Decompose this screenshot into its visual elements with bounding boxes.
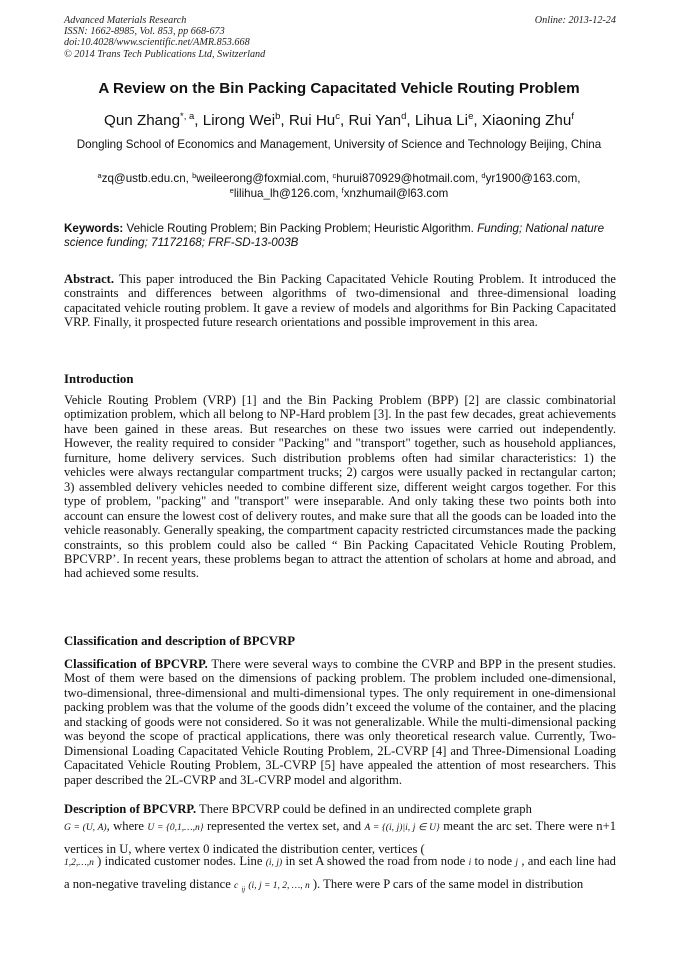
classification-text: There were several ways to combine the CVRP and BPP in the present studies. Most of them were based on the dimensions of packing problem. The problem included one-dimensional, two-dimensional, three-dimensional and multi-dimensional types. The only requirement in one-dimensional packing problem was that the volume of the goods didn’t exceed the volume of the container, and the placing and stacking of goods were not considered. So it was not generalizable. While the multi-dimensional packing was beyond the scope of practical applications, there was only theoretical research value. Currently, Two-Dimensional Loading Capacitated Vehicle Routing Problem, 2L-CVRP [4] and Three-Dimensional Loading Capacitated Vehicle Routing Problem, 3L-CVRP [5] have appealed the attention of most researchers. This paper described the 2L-CVRP and 3L-CVRP model and algorithm. — [64, 657, 617, 787]
email-address[interactable]: hurui870929@hotmail.com — [336, 172, 475, 185]
math-node-j: j — [515, 858, 519, 868]
email-address[interactable]: xnzhumail@l63.com — [343, 186, 449, 200]
math-distance-sub: ij — [241, 885, 246, 894]
author-mark: c — [335, 111, 341, 122]
math-arc-set: A = {(i, j)|i, j ∈ U} — [364, 823, 440, 834]
author-list: Qun Zhang$^{*, a}$, Lirong Wei$^b$, Rui Hu$^c$, Rui Yan$^d$, Lihua Li$^e$, Xiaoning Zhu$^f$ — [104, 111, 574, 129]
math-graph: G = (U, A) — [64, 823, 107, 834]
paper-title: A Review on the Bin Packing Capacitated Vehicle Routing Problem — [98, 80, 580, 97]
email-mark: e — [229, 185, 234, 195]
math-vertex-set: U = {0,1,…,n} — [147, 823, 204, 834]
author-mark: d — [401, 111, 407, 122]
author-name: Rui Hu — [288, 112, 336, 129]
doi-line: doi:10.4028/www.scientific.net/AMR.853.668 — [64, 37, 250, 49]
online-date: Online: 2013-12-24 — [534, 15, 616, 26]
classification-label: Classification of BPCVRP. — [64, 657, 208, 671]
math-distance: c — [233, 881, 239, 891]
author-name: Lirong Wei — [202, 112, 276, 129]
math-node-i: i — [468, 858, 472, 868]
email-mark: d — [481, 171, 486, 180]
section-heading-classification: Classification and description of BPCVRP — [64, 634, 296, 648]
description-text: meant the arc set. There were n+1 vertices in U, where vertex 0 indicated the distribution center, vertices ( — [64, 819, 616, 857]
abstract-label: Abstract. — [64, 272, 115, 286]
author-name: Qun Zhang — [104, 112, 181, 129]
issn-line: ISSN: 1662-8985, Vol. 853, pp 668-673 — [64, 26, 225, 38]
affiliation: Dongling School of Economics and Management, University of Science and Technology Beijing, China — [76, 138, 602, 151]
math-line: (i, j) — [265, 858, 283, 868]
author-mark: b — [275, 111, 281, 122]
description-text: represented the vertex set, and — [206, 819, 362, 834]
abstract-text: This paper introduced the Bin Packing Capacitated Vehicle Routing Problem. It introduced the constraints and differences between algorithms of two-dimensional and three-dimensional loading capacitated vehicle routing problem. It gave a review of models and algorithms for Bin Packing Capacitated VRP. Finally, it prospected future research orientations and possible improvement in this area. — [64, 272, 617, 330]
description-text: , where — [106, 819, 144, 834]
classification-paragraph — [64, 657, 616, 787]
description-text: ). There were P cars of the same model in distribution — [312, 877, 584, 891]
journal-meta — [64, 15, 616, 60]
keywords-text: Vehicle Routing Problem; Bin Packing Problem; Heuristic Algorithm. — [126, 222, 474, 235]
author-name: Xiaoning Zhu — [481, 112, 572, 129]
email-mark: a — [97, 171, 102, 180]
copyright-line: © 2014 Trans Tech Publications Ltd, Switzerland — [64, 48, 266, 60]
section-heading-introduction: Introduction — [64, 372, 134, 386]
email-mark: c — [332, 171, 337, 180]
author-name: Rui Yan — [348, 112, 402, 129]
description-label: Description of BPCVRP. — [64, 802, 197, 816]
email-address[interactable]: zq@ustb.edu.cn — [101, 172, 186, 185]
email-mark: f — [341, 185, 344, 195]
abstract-paragraph — [64, 272, 616, 330]
keywords-section — [64, 222, 616, 251]
author-name: Lihua Li — [414, 112, 469, 129]
funding-text: Funding; National nature science funding; 71172168; FRF-SD-13-003B — [64, 222, 605, 250]
author-mark: e — [468, 111, 474, 122]
author-mark: *, a — [180, 111, 195, 122]
email-mark: b — [192, 171, 197, 180]
keywords-label: Keywords: — [64, 222, 124, 235]
email-address[interactable]: lilihua_lh@126.com — [233, 186, 336, 200]
email-list: $^a$zq@ustb.edu.cn, $^b$weileerong@foxmial.com, $^c$hurui870929@hotmail.com, $^d$yr1900@163.com, $^e$lilihua_lh@126.com, $^f$xnzhumail@l63.com — [97, 171, 581, 200]
description-text: in set A showed the road from node — [285, 854, 466, 868]
description-text: There BPCVRP could be defined in an undirected complete graph — [199, 802, 532, 816]
introduction-paragraph: Vehicle Routing Problem (VRP) [1] and the Bin Packing Problem (BPP) [2] are classic combinatorial optimization problem, which all belong to NP-Hard problem [3]. In the past few decades, great achievements have been gained in these areas. But researches on these two issues were carried out independently. However, the reality required to consider "Packing" and "transport" together, such as household appliances, furniture, home delivery services. Such distribution problems often had similar characteristics: 1) the vehicles were always rectangular compartment trucks; 2) cargos were usually packed in rectangular carton; 3) assembled delivery vehicles needed to combine different size, different weight cargos together. For this type of problem, "packing" and "transport" were inseparable. And only taking these two points both into account can ensure the lowest cost of delivery routes, and make sure that all the goods can be loaded into the vehicle reasonably. Generally speaking, the compartment capacity restricted circumstances made the packing constraints, so this problem could also be called “ Bin Packing Capacitated Vehicle Routing Problem, BPCVRP’. In recent years, these problems began to attract the attention of scholars at home and abroad, and had achieved some results. — [64, 393, 616, 581]
description-text: ) indicated customer nodes. Line — [97, 854, 263, 868]
email-address[interactable]: yr1900@163.com — [485, 172, 578, 185]
math-index-range: (i, j = 1, 2, …, n — [248, 881, 310, 891]
author-mark: f — [571, 111, 574, 122]
journal-name: Advanced Materials Research — [64, 15, 187, 26]
description-text: , and each line had a non-negative traveling distance — [64, 854, 616, 891]
email-address[interactable]: weileerong@foxmial.com — [196, 172, 326, 185]
description-continuation — [64, 851, 616, 901]
math-vertex-range: 1,2,…,n — [64, 858, 94, 868]
description-text: to node — [474, 854, 513, 868]
